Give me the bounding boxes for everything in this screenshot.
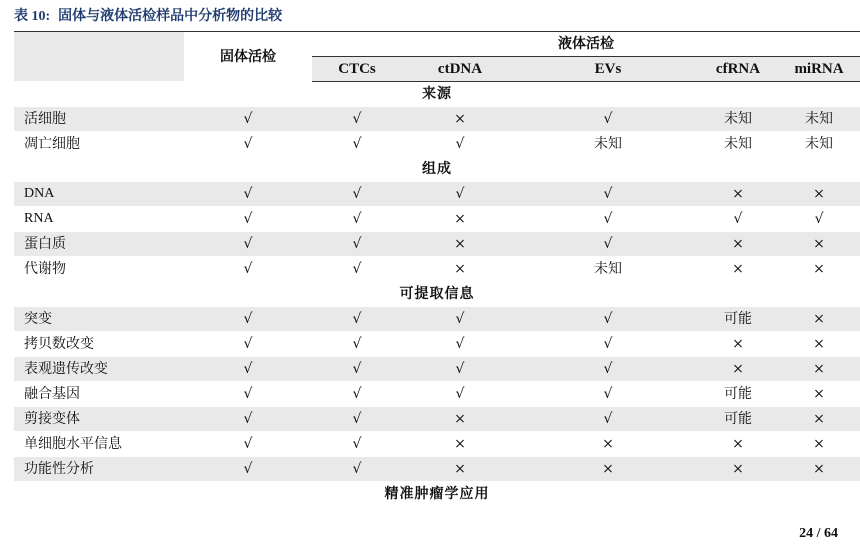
table-cell: √ — [402, 132, 518, 157]
table-cell: √ — [312, 407, 402, 432]
table-cell: √ — [312, 432, 402, 457]
table-cell: √ — [402, 182, 518, 207]
table-cell: √ — [312, 132, 402, 157]
header-sub-mirna: miRNA — [778, 57, 860, 82]
table-cell: × — [402, 432, 518, 457]
table-row — [14, 457, 860, 482]
table-cell: √ — [184, 182, 312, 207]
table-cell: × — [402, 232, 518, 257]
table-cell: × — [402, 107, 518, 132]
table-cell: √ — [518, 232, 698, 257]
table-cell: √ — [184, 332, 312, 357]
header-liquid-biopsy: 液体活检 — [312, 32, 860, 57]
row-label: 融合基因 — [14, 382, 184, 407]
table-cell: × — [778, 232, 860, 257]
table-cell: √ — [312, 457, 402, 482]
table-cell: √ — [518, 207, 698, 232]
table-cell: √ — [184, 232, 312, 257]
table-cell: 未知 — [778, 107, 860, 132]
table-cell: × — [698, 182, 778, 207]
table-cell: × — [518, 457, 698, 482]
table-row — [14, 232, 860, 257]
table-cell: × — [778, 382, 860, 407]
table-cell: √ — [184, 357, 312, 382]
table-cell: √ — [312, 107, 402, 132]
table-cell: √ — [184, 132, 312, 157]
table-cell: √ — [184, 207, 312, 232]
table-cell: 未知 — [518, 257, 698, 282]
table-cell: √ — [518, 407, 698, 432]
table-cell: 未知 — [518, 132, 698, 157]
table-cell: √ — [402, 357, 518, 382]
table-cell: √ — [518, 357, 698, 382]
table-cell: √ — [312, 257, 402, 282]
table-row — [14, 407, 860, 432]
table-cell: √ — [184, 432, 312, 457]
row-label: 功能性分析 — [14, 457, 184, 482]
row-label: 拷贝数改变 — [14, 332, 184, 357]
table-cell: × — [402, 207, 518, 232]
table-row — [14, 132, 860, 157]
table-cell: 未知 — [778, 132, 860, 157]
table-row — [14, 207, 860, 232]
section-title: 组成 — [14, 157, 860, 182]
table-cell: √ — [312, 307, 402, 332]
table-cell: √ — [518, 307, 698, 332]
header-solid-biopsy: 固体活检 — [184, 32, 312, 82]
table-cell: √ — [184, 257, 312, 282]
table-cell: × — [402, 407, 518, 432]
table-cell: 可能 — [698, 407, 778, 432]
table-cell: × — [698, 232, 778, 257]
table-cell: × — [778, 182, 860, 207]
table-cell: √ — [402, 332, 518, 357]
row-label: 活细胞 — [14, 107, 184, 132]
table-cell: √ — [518, 382, 698, 407]
table-cell: √ — [312, 332, 402, 357]
table-cell: √ — [518, 332, 698, 357]
table-cell: √ — [184, 107, 312, 132]
table-row — [14, 107, 860, 132]
table-cell: × — [778, 407, 860, 432]
header-sub-evs: EVs — [518, 57, 698, 82]
header-sub-ctdna: ctDNA — [402, 57, 518, 82]
table-cell: × — [698, 332, 778, 357]
table-cell: √ — [184, 407, 312, 432]
section-title: 精准肿瘤学应用 — [14, 482, 860, 507]
header-sub-ctcs: CTCs — [312, 57, 402, 82]
table-cell: √ — [312, 232, 402, 257]
table-caption — [14, 5, 282, 25]
section-header-row — [14, 482, 860, 507]
table-title: 固体与液体活检样品中分析物的比较 — [58, 8, 283, 24]
table-cell: √ — [184, 382, 312, 407]
table-row — [14, 257, 860, 282]
header-blank-cell — [14, 32, 184, 82]
table-cell: √ — [518, 182, 698, 207]
row-label: 凋亡细胞 — [14, 132, 184, 157]
table-cell: × — [698, 257, 778, 282]
table-cell: √ — [184, 457, 312, 482]
table-cell: × — [778, 307, 860, 332]
table-cell: × — [402, 257, 518, 282]
table-cell: × — [402, 457, 518, 482]
table-cell: 可能 — [698, 382, 778, 407]
table-cell: × — [518, 432, 698, 457]
comparison-table — [14, 31, 860, 507]
table-cell: × — [778, 357, 860, 382]
row-label: 剪接变体 — [14, 407, 184, 432]
header-sub-cfrna: cfRNA — [698, 57, 778, 82]
table-row — [14, 307, 860, 332]
table-number: 表 10: — [14, 9, 51, 24]
table-row — [14, 332, 860, 357]
row-label: DNA — [14, 182, 184, 207]
table-cell: × — [698, 357, 778, 382]
table-cell: 未知 — [698, 132, 778, 157]
section-title: 来源 — [14, 82, 860, 107]
page-number: 24 / 64 — [799, 526, 838, 541]
table-cell: × — [698, 432, 778, 457]
header-row-top — [14, 32, 860, 57]
table-row — [14, 182, 860, 207]
table-row — [14, 382, 860, 407]
table-cell: × — [778, 432, 860, 457]
row-label: RNA — [14, 207, 184, 232]
row-label: 单细胞水平信息 — [14, 432, 184, 457]
table-cell: √ — [184, 307, 312, 332]
table-cell: × — [778, 332, 860, 357]
table-cell: √ — [402, 382, 518, 407]
row-label: 突变 — [14, 307, 184, 332]
table-cell: √ — [312, 182, 402, 207]
table-cell: 可能 — [698, 307, 778, 332]
table-cell: √ — [312, 207, 402, 232]
table-cell: × — [698, 457, 778, 482]
section-header-row — [14, 282, 860, 307]
table-cell: √ — [402, 307, 518, 332]
section-header-row — [14, 82, 860, 107]
table-cell: √ — [778, 207, 860, 232]
row-label: 代谢物 — [14, 257, 184, 282]
table-cell: × — [778, 257, 860, 282]
table-cell: × — [778, 457, 860, 482]
table-cell: √ — [698, 207, 778, 232]
table-row — [14, 432, 860, 457]
section-header-row — [14, 157, 860, 182]
table-row — [14, 357, 860, 382]
row-label: 蛋白质 — [14, 232, 184, 257]
table-cell: √ — [312, 382, 402, 407]
table-cell: √ — [518, 107, 698, 132]
table-cell: √ — [312, 357, 402, 382]
table-cell: 未知 — [698, 107, 778, 132]
section-title: 可提取信息 — [14, 282, 860, 307]
row-label: 表观遗传改变 — [14, 357, 184, 382]
